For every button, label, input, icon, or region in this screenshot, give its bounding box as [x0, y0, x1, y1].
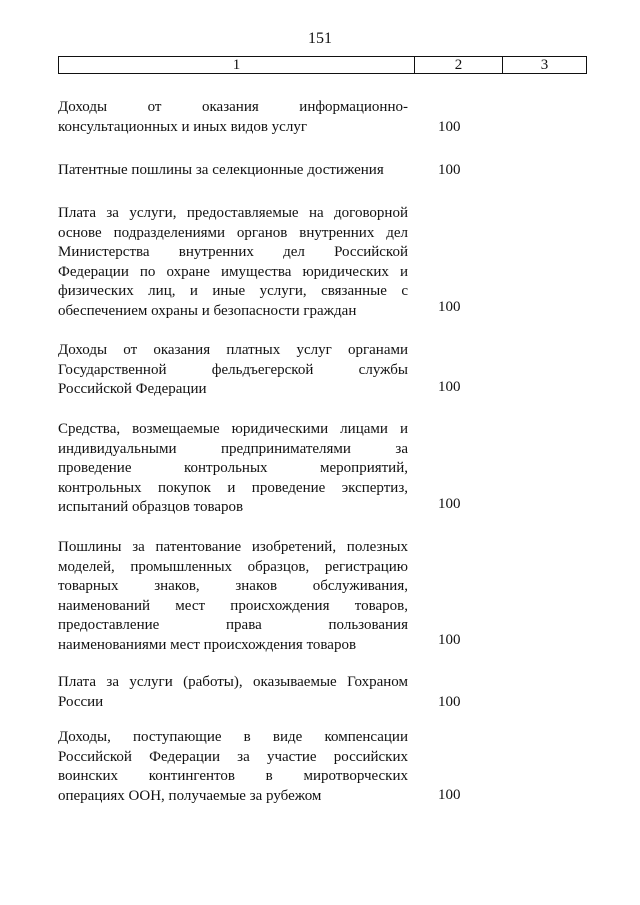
row-value: 100	[438, 694, 461, 710]
description-line: Государственной фельдъегерской службы	[58, 361, 408, 378]
description-line: Плата за услуги, предоставляемые на договорной	[58, 205, 408, 221]
description-line: России	[58, 693, 104, 710]
row-description	[58, 538, 408, 656]
description-line: наименованиями мест происхождения товаров	[58, 636, 357, 653]
description-line: Российской Федерации	[58, 381, 207, 398]
description-line: Плата за услуги (работы), оказываемые Гохраном	[58, 674, 408, 690]
description-line: предоставление права пользования	[58, 617, 408, 634]
description-line: товарных знаков, знаков обслуживания,	[58, 578, 408, 595]
description-line: основе подразделениями органов внутренних дел	[58, 224, 408, 241]
row-value: 100	[438, 162, 461, 178]
row-description	[58, 420, 408, 518]
row-value: 100	[438, 299, 461, 315]
row-value: 100	[438, 119, 461, 135]
description-line: операциях ООН, получаемые за рубежом	[58, 787, 322, 804]
column-header-2: 2	[415, 57, 503, 73]
description-line: Доходы, поступающие в виде компенсации	[58, 729, 408, 745]
description-line: Средства, возмещаемые юридическими лицами и	[58, 421, 408, 437]
description-line: обеспечением охраны и безопасности граждан	[58, 302, 357, 319]
description-line: испытаний образцов товаров	[58, 499, 244, 516]
row-description	[58, 341, 408, 400]
description-line: контрольных покупок и проведение экспертиз,	[58, 479, 408, 496]
description-line: воинских контингентов в миротворческих	[58, 768, 408, 785]
column-header-1: 1	[59, 57, 415, 73]
description-line: Патентные пошлины за селекционные достижения	[58, 162, 384, 178]
description-line: Доходы от оказания платных услуг органами	[58, 342, 408, 358]
row-description	[58, 204, 408, 322]
description-line: моделей, промышленных образцов, регистрацию	[58, 558, 408, 575]
description-line: Министерства внутренних дел Российской	[58, 244, 408, 261]
row-value: 100	[438, 379, 461, 395]
description-line: консультационных и иных видов услуг	[58, 118, 307, 135]
description-line: Пошлины за патентование изобретений, полезных	[58, 539, 408, 555]
description-line: физических лиц, и иные услуги, связанные с	[58, 283, 408, 300]
row-description	[58, 161, 408, 181]
row-value: 100	[438, 632, 461, 648]
description-line: Доходы от оказания информационно-	[58, 99, 408, 115]
description-line: Российской Федерации за участие российских	[58, 748, 408, 765]
row-description	[58, 728, 408, 806]
table-header	[58, 56, 587, 74]
description-line: индивидуальными предпринимателями за	[58, 440, 408, 457]
row-value: 100	[438, 496, 461, 512]
description-line: Федерации по охране имущества юридических и	[58, 263, 408, 280]
row-description	[58, 98, 408, 137]
description-line: наименований мест происхождения товаров,	[58, 597, 408, 614]
row-description	[58, 673, 408, 712]
page-number: 151	[308, 30, 332, 47]
column-header-3: 3	[540, 57, 549, 73]
row-value: 100	[438, 787, 461, 803]
description-line: проведение контрольных мероприятий,	[58, 460, 408, 477]
